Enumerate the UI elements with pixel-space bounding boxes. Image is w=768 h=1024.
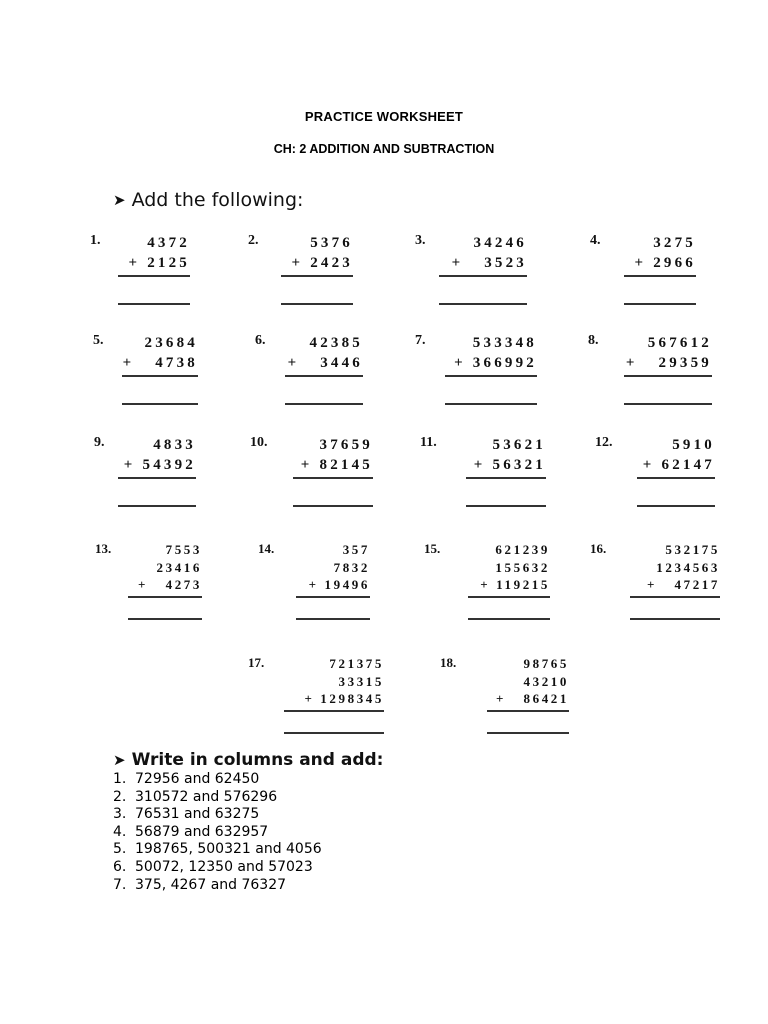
list-item-text: 310572 and 576296: [135, 788, 278, 805]
problem-number: 2.: [248, 233, 259, 248]
addend: + 62147: [642, 457, 715, 473]
addend: 33315: [338, 673, 384, 689]
section-columns-heading: [113, 750, 383, 770]
chapter-subtitle: CH: 2 ADDITION AND SUBTRACTION: [273, 142, 495, 156]
addend: 23416: [156, 559, 202, 575]
answer-line: [466, 505, 546, 507]
list-item-text: 76531 and 63275: [135, 806, 260, 823]
problem-number: 13.: [95, 541, 112, 556]
problem-number: 3.: [415, 233, 426, 248]
answer-line: [118, 505, 196, 507]
problem-number: 17.: [248, 655, 265, 670]
sum-line: [466, 477, 546, 479]
list-item-text: 198765, 500321 and 4056: [135, 841, 322, 858]
list-item-number: 7.: [113, 876, 127, 893]
section-add-heading-text: Add the following:: [131, 189, 304, 211]
list-item: [113, 841, 322, 859]
problem-number: 5.: [93, 333, 104, 348]
list-item-number: 6.: [113, 858, 127, 875]
addend: + 47217: [646, 577, 720, 592]
addend: + 82145: [300, 457, 373, 473]
answer-line: [285, 403, 363, 405]
problem-number: 1.: [90, 233, 101, 248]
sum-line: [296, 596, 370, 598]
problem-number: 18.: [440, 655, 457, 670]
answer-line: [487, 732, 569, 734]
sum-line: [122, 375, 198, 377]
sum-line: [445, 375, 537, 377]
sum-line: [439, 275, 527, 277]
answer-line: [281, 303, 353, 305]
list-item-text: 50072, 12350 and 57023: [135, 858, 313, 875]
addend: 357: [342, 542, 370, 557]
answer-line: [624, 303, 696, 305]
list-item-text: 72956 and 62450: [135, 771, 260, 787]
addend: + 3446: [287, 355, 363, 371]
section-add-heading: [113, 189, 303, 211]
addend: 1234563: [656, 559, 720, 575]
addend: + 4273: [138, 577, 202, 592]
sum-line: [637, 477, 715, 479]
arrow-bullet-icon: ➤: [113, 751, 126, 769]
addend: + 3523: [451, 255, 527, 271]
addend: 533348: [472, 335, 537, 351]
answer-line: [468, 618, 550, 620]
addend: 23684: [144, 335, 198, 351]
sum-line: [624, 375, 712, 377]
sum-line: [468, 596, 550, 598]
problem-number: 4.: [590, 233, 601, 248]
answer-line: [624, 403, 712, 405]
addend: + 19496: [308, 577, 370, 592]
addend: + 29359: [625, 355, 712, 371]
answer-line: [296, 618, 370, 620]
answer-line: [284, 732, 384, 734]
list-item-number: 5.: [113, 841, 127, 858]
sum-line: [293, 477, 373, 479]
problem-number: 9.: [94, 435, 105, 450]
addend: + 366992: [454, 355, 537, 371]
problem-number: 15.: [424, 541, 441, 556]
sum-line: [118, 477, 196, 479]
addend: 621239: [495, 542, 550, 557]
addend: + 4738: [122, 355, 198, 371]
addend: 567612: [647, 335, 712, 351]
problem-number: 12.: [595, 435, 613, 450]
addend: 98765: [523, 656, 569, 671]
list-item-number: 1.: [113, 771, 127, 787]
answer-line: [118, 303, 190, 305]
list-item-number: 2.: [113, 788, 127, 805]
list-item: [113, 789, 322, 807]
list-item-number: 3.: [113, 806, 127, 823]
sum-line: [487, 710, 569, 712]
problem-number: 8.: [588, 333, 599, 348]
list-item: [113, 771, 322, 789]
sum-line: [128, 596, 202, 598]
sum-line: [624, 275, 696, 277]
problem-number: 16.: [590, 541, 607, 556]
list-item: [113, 806, 322, 824]
sum-line: [281, 275, 353, 277]
list-item: [113, 859, 322, 877]
addend: 7553: [165, 542, 202, 557]
addend: + 2423: [291, 255, 353, 271]
addend: + 2966: [634, 255, 696, 271]
column-addition-list: [113, 771, 322, 894]
answer-line: [128, 618, 202, 620]
addend: 7832: [333, 559, 370, 575]
addend: + 86421: [495, 691, 569, 706]
list-item: [113, 877, 322, 895]
addend: 721375: [329, 656, 384, 671]
answer-line: [122, 403, 198, 405]
arrow-bullet-icon: ➤: [113, 191, 126, 209]
answer-line: [445, 403, 537, 405]
addend: 5910: [672, 437, 715, 453]
problem-number: 11.: [420, 435, 437, 450]
section-columns-heading-text: Write in columns and add:: [131, 750, 384, 770]
sum-line: [285, 375, 363, 377]
addend: 43210: [523, 673, 569, 689]
sum-line: [284, 710, 384, 712]
addend: 532175: [665, 542, 720, 557]
answer-line: [439, 303, 527, 305]
answer-line: [293, 505, 373, 507]
addend: + 54392: [123, 457, 196, 473]
addend: 4833: [153, 437, 196, 453]
sum-line: [630, 596, 720, 598]
addend: 155632: [495, 559, 550, 575]
addend: + 119215: [480, 577, 550, 592]
addend: 3275: [653, 235, 696, 251]
list-item-text: 375, 4267 and 76327: [135, 876, 287, 893]
sum-line: [118, 275, 190, 277]
addend: 4372: [147, 235, 190, 251]
answer-line: [637, 505, 715, 507]
list-item-number: 4.: [113, 823, 127, 840]
addend: 5376: [310, 235, 353, 251]
problem-number: 10.: [250, 435, 268, 450]
addend: 37659: [319, 437, 373, 453]
addend: 53621: [492, 437, 546, 453]
problem-number: 6.: [255, 333, 266, 348]
problem-number: 14.: [258, 541, 275, 556]
addend: + 56321: [473, 457, 546, 473]
list-item-text: 56879 and 632957: [135, 823, 269, 840]
list-item: [113, 824, 322, 842]
addend: + 2125: [128, 255, 190, 271]
worksheet-title: PRACTICE WORKSHEET: [304, 109, 464, 124]
answer-line: [630, 618, 720, 620]
problem-number: 7.: [415, 333, 426, 348]
addend: 34246: [473, 235, 527, 251]
addend: 42385: [309, 335, 363, 351]
addend: + 1298345: [304, 691, 384, 706]
